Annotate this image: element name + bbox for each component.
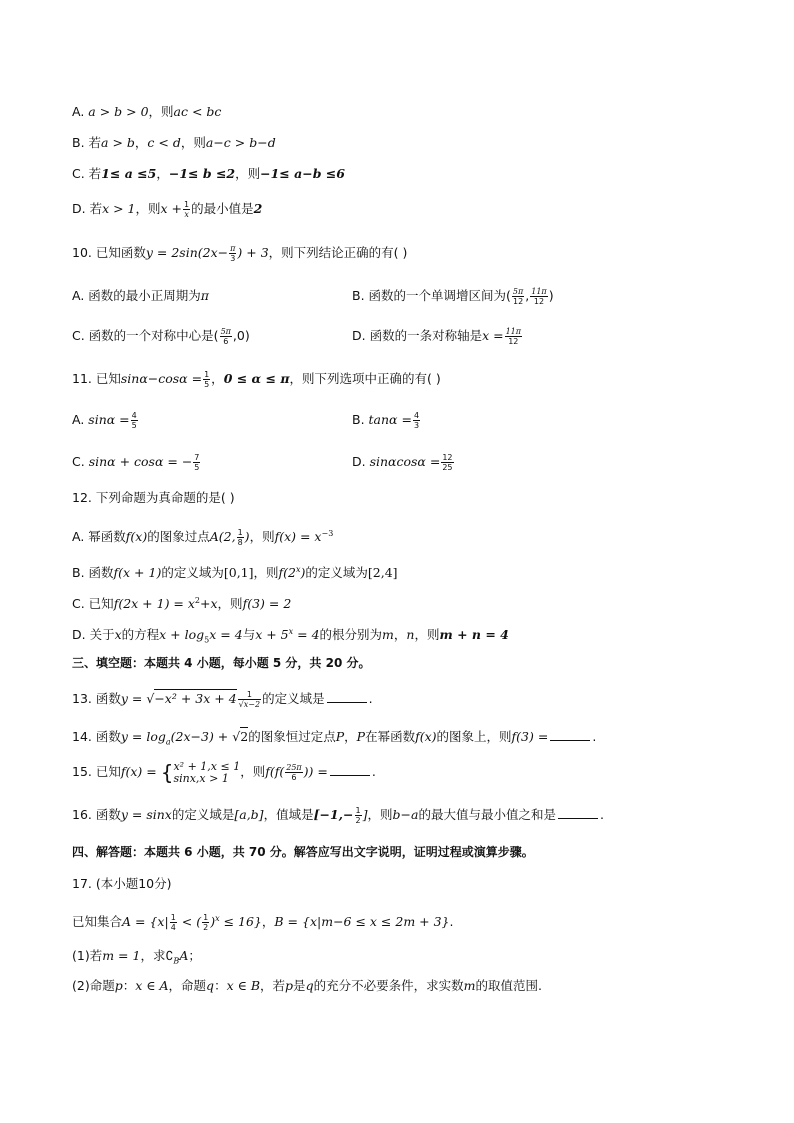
fraction: $\frac{4}{3}$ bbox=[413, 411, 420, 430]
fraction: $\frac{1}{x}$ bbox=[184, 200, 190, 219]
q9-option-a: A. a > b > 0，则ac < bc bbox=[72, 104, 222, 119]
fraction: $\frac{1}{2}$ bbox=[355, 806, 361, 825]
q10-option-b: B. 函数的一个单调增区间为( $\frac{5\pi}{12}$ , $\frac{11\pi}{12}$ ) bbox=[352, 287, 554, 306]
section-3-heading: 三、填空题：本题共 4 小题，每小题 5 分，共 20 分。 bbox=[72, 656, 371, 670]
q11-option-b: B. tanα = $\frac{4}{3}$ bbox=[352, 411, 420, 430]
sqrt-sign: √ bbox=[232, 729, 241, 744]
fraction: $\frac{1}{8}$ bbox=[237, 528, 243, 548]
q12-option-d: D. 关于x的方程$x + \log_5x = 4$与$x + 5^x = 4$的根分别为m，n，则m + n = 4 bbox=[72, 627, 509, 645]
fraction: $\frac{25\pi}{6}$ bbox=[286, 763, 302, 782]
fraction: $\frac{5\pi}{12}$ bbox=[512, 287, 524, 306]
q11-option-c: C. sinα + cosα = − $\frac{7}{5}$ bbox=[72, 453, 200, 472]
q12-stem: 12. 下列命题为真命题的是( ) bbox=[72, 490, 235, 505]
fraction: $\frac{\pi}{3}$ bbox=[230, 244, 236, 263]
q13: 13. 函数y = √−x² + 3x + 4 $\frac{1}{√x-2}$ 的定义域是 . bbox=[72, 690, 373, 709]
answer-blank[interactable] bbox=[558, 806, 598, 819]
q10-option-d: D. 函数的一条对称轴是x = $\frac{11\pi}{12}$ bbox=[352, 327, 522, 346]
fraction: $\frac{7}{5}$ bbox=[194, 453, 200, 472]
section-4-heading: 四、解答题：本题共 6 小题，共 70 分。解答应写出文字说明，证明过程或演算步骤。 bbox=[72, 845, 534, 859]
answer-blank[interactable] bbox=[330, 763, 370, 776]
q9-option-c: C. 若1≤ a ≤5，−1≤ b ≤2，则−1≤ a−b ≤6 bbox=[72, 166, 345, 181]
q17-part-2: (2)命题p：x ∈ A，命题q：x ∈ B，若p是q的充分不必要条件，求实数m的取值范围. bbox=[72, 978, 542, 993]
left-brace: { bbox=[160, 760, 174, 785]
q10-option-a: A. 函数的最小正周期为π bbox=[72, 288, 209, 303]
q9-option-d: D. 若x > 1，则x + $\frac{1}{x}$ 的最小值是2 bbox=[72, 200, 263, 219]
fraction: $\frac{1}{5}$ bbox=[204, 370, 210, 389]
q12-option-c: C. 已知$f(2x + 1) = x^2+x$，则f(3) = 2 bbox=[72, 596, 292, 612]
q15: 15. 已知f(x) = { x² + 1,x ≤ 1 sinx,x > 1 ，则f(f( $\frac{25\pi}{6}$ )) = . bbox=[72, 759, 376, 785]
q17-title: 17. (本小题10分) bbox=[72, 876, 172, 891]
q11-stem: 11. 已知sinα−cosα = $\frac{1}{5}$ ，0 ≤ α ≤ π，则下列选项中正确的有( ) bbox=[72, 370, 441, 389]
piecewise-cases: x² + 1,x ≤ 1 sinx,x > 1 bbox=[173, 759, 241, 785]
fraction: $\frac{5\pi}{6}$ bbox=[220, 327, 231, 346]
q17-part-1: (1)若m = 1，求$∁_BA$； bbox=[72, 948, 201, 966]
q16: 16. 函数y = sinx的定义域是[a,b]，值域是[−1,− $\frac{1}{2}$ ]，则b−a的最大值与最小值之和是 . bbox=[72, 806, 604, 825]
q11-option-a: A. sinα = $\frac{4}{5}$ bbox=[72, 411, 137, 430]
answer-blank[interactable] bbox=[327, 690, 367, 703]
sqrt-sign: √ bbox=[146, 691, 155, 706]
fraction: $\frac{1}{2}$ bbox=[203, 913, 209, 933]
fraction: $\frac{12}{25}$ bbox=[442, 453, 453, 472]
fraction: $\frac{1}{4}$ bbox=[170, 913, 176, 933]
q12-option-b: B. 函数f(x + 1)的定义域为[0,1]，则f(2$^x$)的定义域为[2,4] bbox=[72, 565, 398, 581]
fraction: $\frac{1}{√x-2}$ bbox=[238, 690, 261, 709]
q9-option-b: B. 若a > b，c < d，则a−c > b−d bbox=[72, 135, 276, 150]
q17-stem: 已知集合A = {x| $\frac{1}{4}$ < ( $\frac{1}{2}$ )$^x$ ≤ 16}，B = {x|m−6 ≤ x ≤ 2m + 3}. bbox=[72, 913, 454, 933]
fraction: $\frac{4}{5}$ bbox=[131, 411, 137, 430]
fraction: $\frac{11\pi}{12}$ bbox=[531, 287, 547, 306]
answer-blank[interactable] bbox=[550, 728, 590, 741]
fraction: $\frac{11\pi}{12}$ bbox=[505, 327, 522, 346]
q14: 14. 函数$y = \log_a(2x-3) + √2$的图象恒过定点P，P在幂函数f(x)的图象上，则f(3) = . bbox=[72, 729, 597, 747]
q12-option-a: A. 幂函数f(x)的图象过点A(2, $\frac{1}{8}$ )，则$f(x) = x^{-3}$ bbox=[72, 528, 334, 548]
q10-stem: 10. 已知函数y = 2sin(2x− $\frac{\pi}{3}$ ) + 3，则下列结论正确的有( ) bbox=[72, 244, 408, 263]
q11-option-d: D. sinαcosα = $\frac{12}{25}$ bbox=[352, 453, 453, 472]
q10-option-c: C. 函数的一个对称中心是( $\frac{5\pi}{6}$ ,0) bbox=[72, 327, 250, 346]
